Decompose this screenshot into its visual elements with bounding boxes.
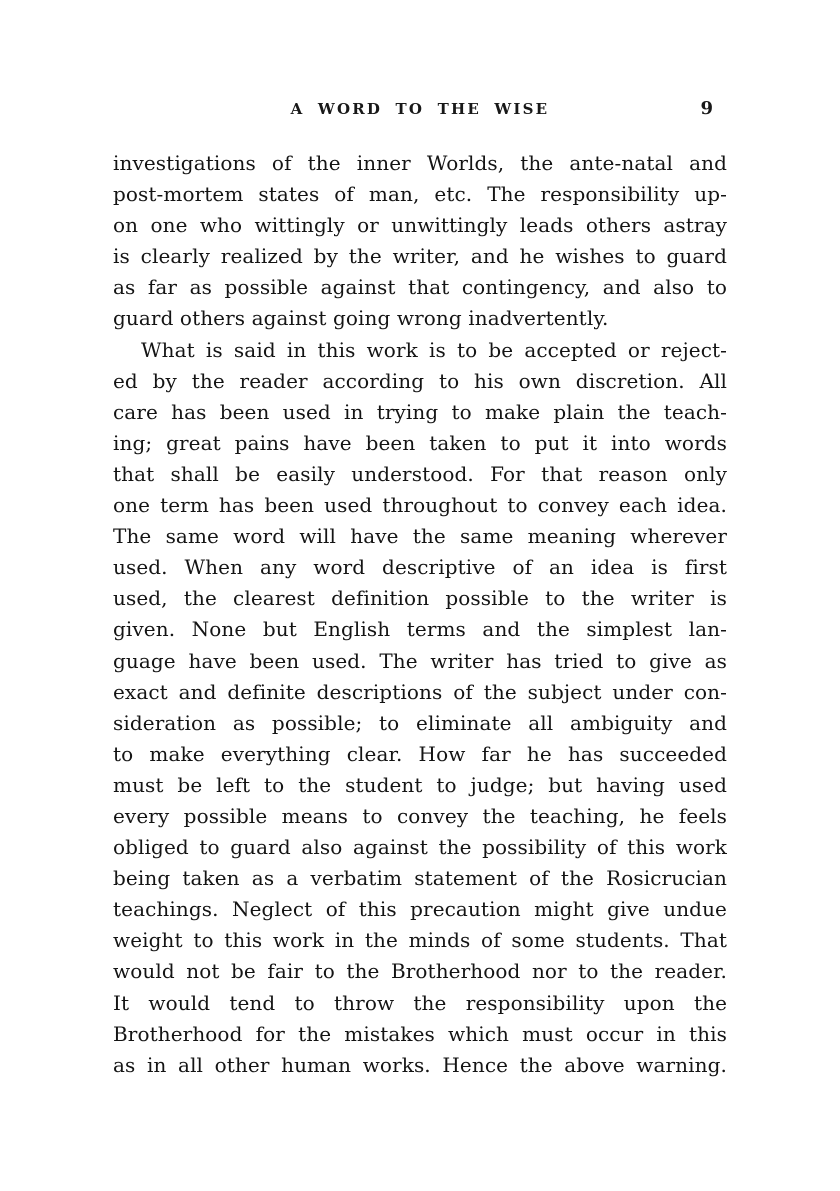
text-line: as far as possible against that contingency, and also to	[113, 275, 727, 300]
text-line: must be left to the student to judge; but having used	[113, 772, 727, 797]
page-header	[113, 100, 727, 122]
running-title: A WORD TO THE WISE	[290, 100, 550, 118]
text-line: ed by the reader according to his own discretion. All	[113, 368, 727, 393]
text-line: What is said in this work is to be accepted or reject-	[141, 337, 727, 362]
text-line: obliged to guard also against the possibility of this work	[113, 835, 727, 860]
text-line: to make everything clear. How far he has succeeded	[113, 741, 727, 766]
text-line: weight to this work in the minds of some students. That	[113, 928, 727, 953]
text-line: one term has been used throughout to convey each idea.	[113, 493, 727, 518]
text-line: as in all other human works. Hence the above warning.	[113, 1052, 727, 1077]
text-line: guard others against going wrong inadvertently.	[113, 306, 609, 331]
text-line: guage have been used. The writer has tried to give as	[113, 648, 727, 673]
text-line: that shall be easily understood. For that reason only	[113, 461, 727, 486]
text-line: post-mortem states of man, etc. The responsibility up-	[113, 182, 727, 207]
text-line: sideration as possible; to eliminate all ambiguity and	[113, 710, 727, 735]
text-line: being taken as a verbatim statement of the Rosicrucian	[113, 866, 727, 891]
text-line: is clearly realized by the writer, and he wishes to guard	[113, 244, 727, 269]
text-line: Brotherhood for the mistakes which must occur in this	[113, 1021, 727, 1046]
text-line: The same word will have the same meaning wherever	[113, 524, 727, 549]
text-line: would not be fair to the Brotherhood nor to the reader.	[113, 959, 727, 984]
text-line: used. When any word descriptive of an idea is first	[113, 555, 727, 580]
text-line: It would tend to throw the responsibility upon the	[113, 990, 727, 1015]
text-line: every possible means to convey the teaching, he feels	[113, 803, 727, 828]
text-line: exact and definite descriptions of the subject under con-	[113, 679, 727, 704]
text-line: on one who wittingly or unwittingly leads others astray	[113, 213, 727, 238]
text-line: used, the clearest definition possible to the writer is	[113, 586, 727, 611]
text-line: teachings. Neglect of this precaution might give undue	[113, 897, 727, 922]
page-number: 9	[700, 98, 713, 119]
text-line: given. None but English terms and the simplest lan-	[113, 617, 727, 642]
text-line: ing; great pains have been taken to put it into words	[113, 430, 727, 455]
text-line: investigations of the inner Worlds, the ante-natal and	[113, 151, 727, 175]
page-body	[113, 148, 727, 1081]
text-line: care has been used in trying to make plain the teach-	[113, 399, 727, 424]
